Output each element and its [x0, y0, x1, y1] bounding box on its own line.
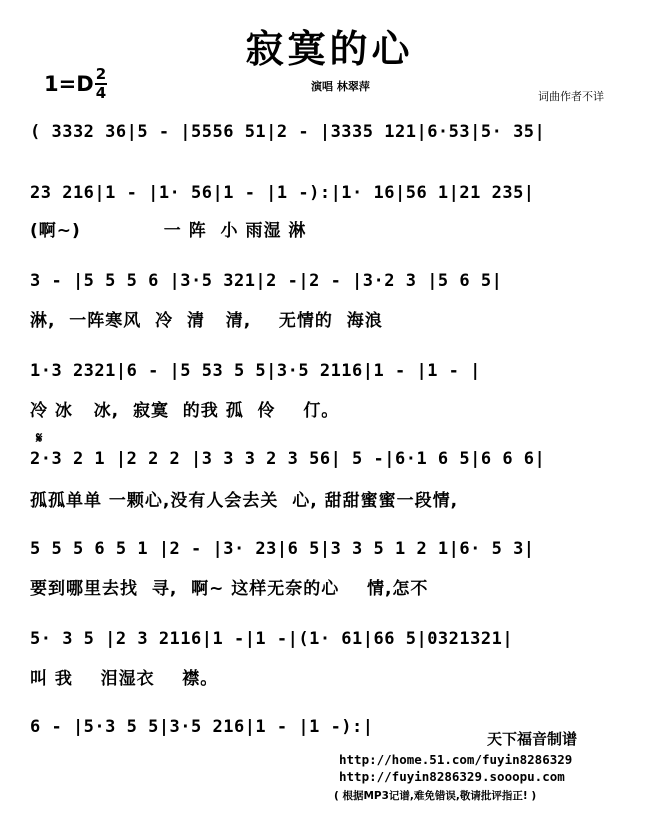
key-signature: 1=D — [44, 72, 94, 96]
singer-credit: 演唱 林翠萍 — [311, 80, 370, 93]
notation-row-5: 2·3 2 1 |2 2 2 |3 3 3 2 3 56| 5 -|6·1 6 5|6 6 6| — [30, 449, 546, 469]
time-signature-bottom: 4 — [95, 84, 107, 102]
segno-icon: 𝄋 — [36, 429, 43, 447]
lyrics-row-4: 冷 冰 冰, 寂寞 的我 孤 伶 仃。 — [30, 401, 340, 421]
time-signature-top: 2 — [95, 65, 107, 83]
footer-maker: 天下福音制谱 — [487, 730, 578, 748]
footer-note: ( 根据MP3记谱,难免错误,敬请批评指正! ) — [334, 790, 537, 802]
lyrics-row-2: (啊~) 一 阵 小 雨湿 淋 — [30, 221, 307, 241]
time-signature — [94, 66, 108, 102]
lyrics-row-5: 孤孤单单 一颗心,没有人会去关 心, 甜甜蜜蜜一段情, — [30, 491, 459, 511]
footer-url-2: http://fuyin8286329.sooopu.com — [339, 769, 565, 784]
notation-row-4: 1·3 2321|6 - |5 53 5 5|3·5 2116|1 - |1 - | — [30, 361, 481, 381]
notation-row-6: 5 5 5 6 5 1 |2 - |3· 23|6 5|3 3 5 1 2 1|6· 5 3| — [30, 539, 535, 559]
composer-credit: 词曲作者不详 — [538, 90, 604, 103]
lyrics-row-6: 要到哪里去找 寻, 啊~ 这样无奈的心 情,怎不 — [30, 579, 429, 599]
lyrics-row-3: 淋, 一阵寒风 冷 清 清, 无情的 海浪 — [30, 311, 383, 331]
notation-row-1: ( 3332 36|5 - |5556 51|2 - |3335 121|6·53|5· 35| — [30, 122, 546, 142]
notation-row-7: 5· 3 5 |2 3 2116|1 -|1 -|(1· 61|66 5|0321321| — [30, 629, 514, 649]
notation-row-3: 3 - |5 5 5 6 |3·5 321|2 -|2 - |3·2 3 |5 6 5| — [30, 271, 503, 291]
notation-row-2: 23 216|1 - |1· 56|1 - |1 -):|1· 16|56 1|21 235| — [30, 183, 535, 203]
footer-url-1: http://home.51.com/fuyin8286329 — [339, 752, 573, 767]
song-title: 寂寞的心 — [245, 27, 414, 71]
lyrics-row-7: 叫 我 泪湿衣 襟。 — [30, 669, 219, 689]
notation-row-8: 6 - |5·3 5 5|3·5 216|1 - |1 -):| — [30, 717, 374, 737]
